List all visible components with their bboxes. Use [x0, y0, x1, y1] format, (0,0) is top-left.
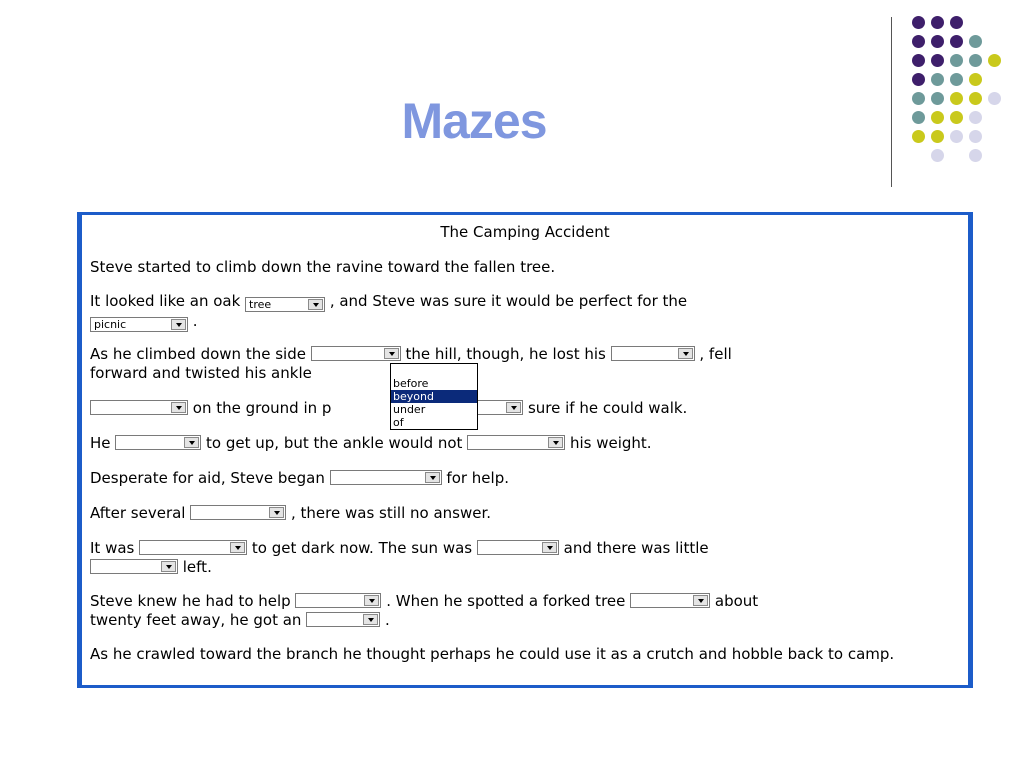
sentence-2 [90, 292, 960, 332]
chevron-down-icon[interactable] [693, 595, 708, 606]
document-title: The Camping Accident [440, 223, 610, 241]
chevron-down-icon[interactable] [425, 472, 440, 483]
decor-dot [969, 149, 982, 162]
select-began[interactable] [330, 470, 442, 485]
chevron-down-icon[interactable] [269, 507, 284, 518]
divider-line [891, 17, 892, 187]
select-little[interactable] [90, 559, 178, 574]
sentence-text: about [710, 592, 759, 610]
decor-dot [950, 111, 963, 124]
sentence-text: , there was still no answer. [286, 504, 492, 522]
select-weight[interactable] [467, 435, 565, 450]
decor-dot [950, 73, 963, 86]
sentence-text: . [380, 611, 390, 629]
decor-dot [912, 73, 925, 86]
sentence-8 [90, 539, 960, 577]
sentence-4 [90, 399, 960, 418]
decor-dot [950, 16, 963, 29]
sentence-text: for help. [441, 469, 509, 487]
slide-title: Mazes [401, 93, 547, 149]
dropdown-option-highlighted[interactable]: beyond [391, 390, 477, 403]
decor-dot [912, 16, 925, 29]
decor-dot [931, 35, 944, 48]
select-forked-tree[interactable] [630, 593, 710, 608]
select-help[interactable] [295, 593, 381, 608]
decor-dot [912, 35, 925, 48]
chevron-down-icon[interactable] [363, 614, 378, 625]
sentence-text: left. [178, 558, 212, 576]
sentence-text: After several [90, 504, 191, 522]
chevron-down-icon[interactable] [171, 402, 186, 413]
dropdown-option[interactable]: of [393, 416, 404, 429]
sentence-text: . When he spotted a forked tree [381, 592, 631, 610]
select-lost[interactable] [611, 346, 695, 361]
dropdown-option[interactable]: before [393, 377, 429, 390]
sentence-text: the hill, though, he lost his [400, 345, 611, 363]
sentence-text: forward and twisted his ankle [90, 364, 312, 382]
sentence-text: It was [90, 539, 140, 557]
decor-dot [988, 92, 1001, 105]
sentence-text: Desperate for aid, Steve began [90, 469, 330, 487]
dropdown-option[interactable]: under [393, 403, 426, 416]
sentence-text: twenty feet away, he got an [90, 611, 307, 629]
chevron-down-icon[interactable] [548, 437, 563, 448]
chevron-down-icon[interactable] [308, 299, 323, 310]
sentence-1 [90, 258, 960, 277]
select-perfect[interactable] [90, 317, 188, 332]
sentence-7 [90, 504, 960, 523]
worksheet-frame [77, 212, 973, 688]
decor-dot [950, 54, 963, 67]
sentence-text: his weight. [565, 434, 652, 452]
decor-dot [950, 130, 963, 143]
sentence-text: It looked like an oak [90, 292, 246, 310]
decor-dot [912, 54, 925, 67]
decor-dot [912, 92, 925, 105]
sentence-text: As he crawled toward the branch he thought perhaps he could use it as a crutch and hobble back to camp. [90, 645, 895, 663]
sentence-6 [90, 469, 960, 488]
sentence-5 [90, 434, 960, 453]
select-get-up[interactable] [115, 435, 201, 450]
dropdown-list[interactable] [390, 363, 478, 430]
sentence-text: and there was little [558, 539, 709, 557]
decor-dot [950, 35, 963, 48]
sentence-10 [90, 645, 960, 664]
decor-dot [912, 130, 925, 143]
decor-dot [931, 111, 944, 124]
decor-dot [969, 54, 982, 67]
sentence-text: , and Steve was sure it would be perfect for the [325, 292, 688, 310]
sentence-text: on the ground in p [188, 399, 332, 417]
decor-dot [969, 92, 982, 105]
chevron-down-icon[interactable] [542, 542, 557, 553]
sentence-text: Steve started to climb down the ravine toward the fallen tree. [90, 258, 556, 276]
chevron-down-icon[interactable] [364, 595, 379, 606]
sentence-text: . [188, 312, 198, 330]
sentence-text: He [90, 434, 116, 452]
decor-dot [931, 54, 944, 67]
select-side-of[interactable] [311, 346, 401, 361]
decor-dot [969, 35, 982, 48]
select-value: picnic [94, 318, 127, 331]
select-sun-was[interactable] [477, 540, 559, 555]
sentence-text: to get up, but the ankle would not [201, 434, 468, 452]
select-value: tree [249, 298, 272, 311]
decor-dot [931, 149, 944, 162]
decor-dot [912, 111, 925, 124]
select-it-was[interactable] [139, 540, 247, 555]
decor-dot [931, 130, 944, 143]
sentence-text: Steve knew he had to help [90, 592, 296, 610]
select-several[interactable] [190, 505, 286, 520]
decor-dot [931, 16, 944, 29]
chevron-down-icon[interactable] [161, 561, 176, 572]
sentence-9 [90, 592, 960, 630]
chevron-down-icon[interactable] [506, 402, 521, 413]
decor-dot [931, 92, 944, 105]
chevron-down-icon[interactable] [384, 348, 399, 359]
select-oak[interactable] [245, 297, 325, 312]
sentence-text: As he climbed down the side [90, 345, 311, 363]
chevron-down-icon[interactable] [184, 437, 199, 448]
chevron-down-icon[interactable] [678, 348, 693, 359]
select-ground[interactable] [90, 400, 188, 415]
sentence-text: to get dark now. The sun was [247, 539, 477, 557]
decor-dot [969, 111, 982, 124]
decor-dot [950, 92, 963, 105]
decor-dot [931, 73, 944, 86]
select-got-an[interactable] [306, 612, 380, 627]
sentence-text: , fell [694, 345, 732, 363]
decor-dot [988, 54, 1001, 67]
decor-dot [969, 73, 982, 86]
sentence-3 [90, 345, 960, 383]
sentence-text: sure if he could walk. [523, 399, 688, 417]
chevron-down-icon[interactable] [230, 542, 245, 553]
chevron-down-icon[interactable] [171, 319, 186, 330]
decor-dot [969, 130, 982, 143]
